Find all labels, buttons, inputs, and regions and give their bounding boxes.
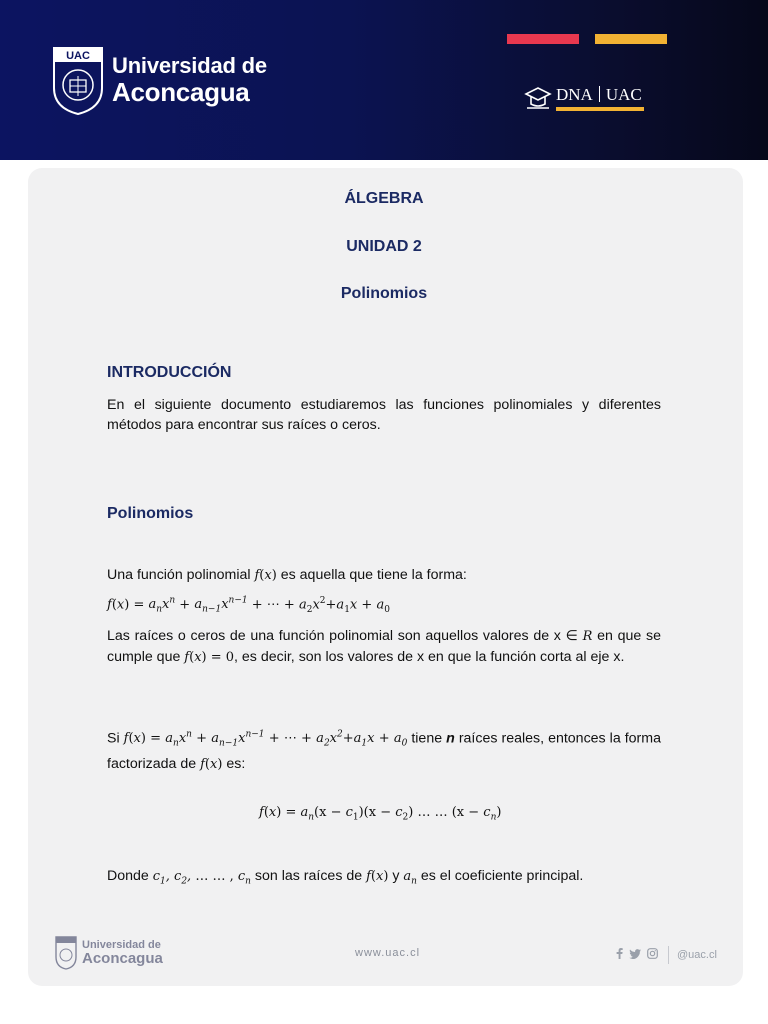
- factored-text-c: es:: [222, 755, 246, 772]
- university-logo[interactable]: [50, 44, 267, 116]
- instagram-icon[interactable]: [647, 948, 658, 962]
- math-fx: f(x): [254, 568, 277, 583]
- subject-title: ÁLGEBRA: [344, 190, 424, 207]
- roots-text-c: , es decir, son los valores de x en que la función corta al eje x.: [234, 649, 625, 665]
- svg-text:UAC: UAC: [66, 50, 90, 62]
- factored-text-tiene: tiene: [407, 730, 447, 747]
- definition-text-b: es aquella que tiene la forma:: [276, 567, 467, 583]
- factored-text-b: raíces reales, entonces la forma factorizada de: [107, 730, 661, 772]
- unit-title: UNIDAD 2: [346, 238, 422, 255]
- footer-name-line1: Universidad de: [82, 939, 161, 951]
- footer-name-line2: Aconcagua: [82, 950, 163, 967]
- facebook-icon[interactable]: [616, 948, 623, 962]
- n-symbol: n: [446, 730, 455, 747]
- university-name-line2: Aconcagua: [112, 77, 250, 107]
- math-roots-list: $c_1$, $c_2$, … … , $c_n$: [152, 869, 251, 887]
- footer-university-logo[interactable]: [54, 935, 163, 971]
- uac-label: UAC: [605, 85, 642, 104]
- roots-text-a: Las raíces o ceros de una función polinomial son aquellos valores de x ∈: [107, 628, 583, 644]
- accent-stripe-yellow: [595, 34, 667, 44]
- dna-label: DNA: [556, 85, 593, 104]
- roots-definition-paragraph: [107, 866, 661, 892]
- math-fx-3: f(x): [366, 869, 389, 884]
- math-polynomial-inline: $f(x) = a_nx^n + a_{n-1}x^{n-1}$ + ⋯ + $a_2x^2+a_1x + a_0$: [123, 730, 408, 749]
- roots-paragraph: [107, 626, 661, 668]
- math-an: $a_n$: [403, 869, 417, 887]
- footer-handle[interactable]: @uac.cl: [677, 949, 717, 961]
- donde-text-b: son las raíces de: [250, 868, 367, 884]
- donde-text-c: y: [388, 868, 404, 884]
- factored-text-a: Si: [107, 730, 124, 747]
- math-fx-zero: f(x) = 0: [184, 650, 235, 665]
- crest-icon: [50, 44, 106, 116]
- roots-text-b: en que se cumple que: [107, 628, 661, 665]
- intro-heading: INTRODUCCIÓN: [107, 364, 232, 381]
- footer-divider: [668, 946, 669, 964]
- math-fx-2: f(x): [200, 756, 223, 772]
- header-banner: [0, 0, 768, 160]
- graduation-cap-icon: [524, 84, 552, 112]
- university-name-line1: Universidad de: [112, 53, 267, 78]
- intro-paragraph: En el siguiente documento estudiaremos las funciones polinomiales y diferentes métodos para encontrar sus raíces o ceros.: [107, 397, 661, 433]
- dna-uac-logo[interactable]: [524, 84, 644, 112]
- definition-text-a: Una función polinomial: [107, 567, 255, 583]
- footer-social: [616, 946, 717, 964]
- factored-formula: $f(x) = a_n(x - c_1)(x - c_2)$ … … $(x - c_n)$: [259, 805, 502, 823]
- footer-crest-icon: [54, 935, 78, 971]
- math-real-set: R: [582, 629, 593, 644]
- factored-intro-paragraph: [107, 725, 661, 775]
- topic-title: Polinomios: [340, 285, 428, 302]
- dna-tagline-bar: [556, 107, 644, 111]
- accent-stripe-red: [507, 34, 579, 44]
- donde-text-d: es el coeficiente principal.: [416, 868, 584, 884]
- twitter-icon[interactable]: [629, 949, 641, 962]
- definition-paragraph: [107, 565, 661, 586]
- donde-text-a: Donde: [107, 868, 153, 884]
- general-polynomial-formula: $f(x) = a_nx^n + a_{n-1}x^{n-1}$ + ⋯ + $a_2x^2+a_1x + a_0$: [107, 596, 390, 615]
- footer-website-link[interactable]: www.uac.cl: [355, 947, 421, 959]
- polynomials-heading: Polinomios: [107, 505, 194, 522]
